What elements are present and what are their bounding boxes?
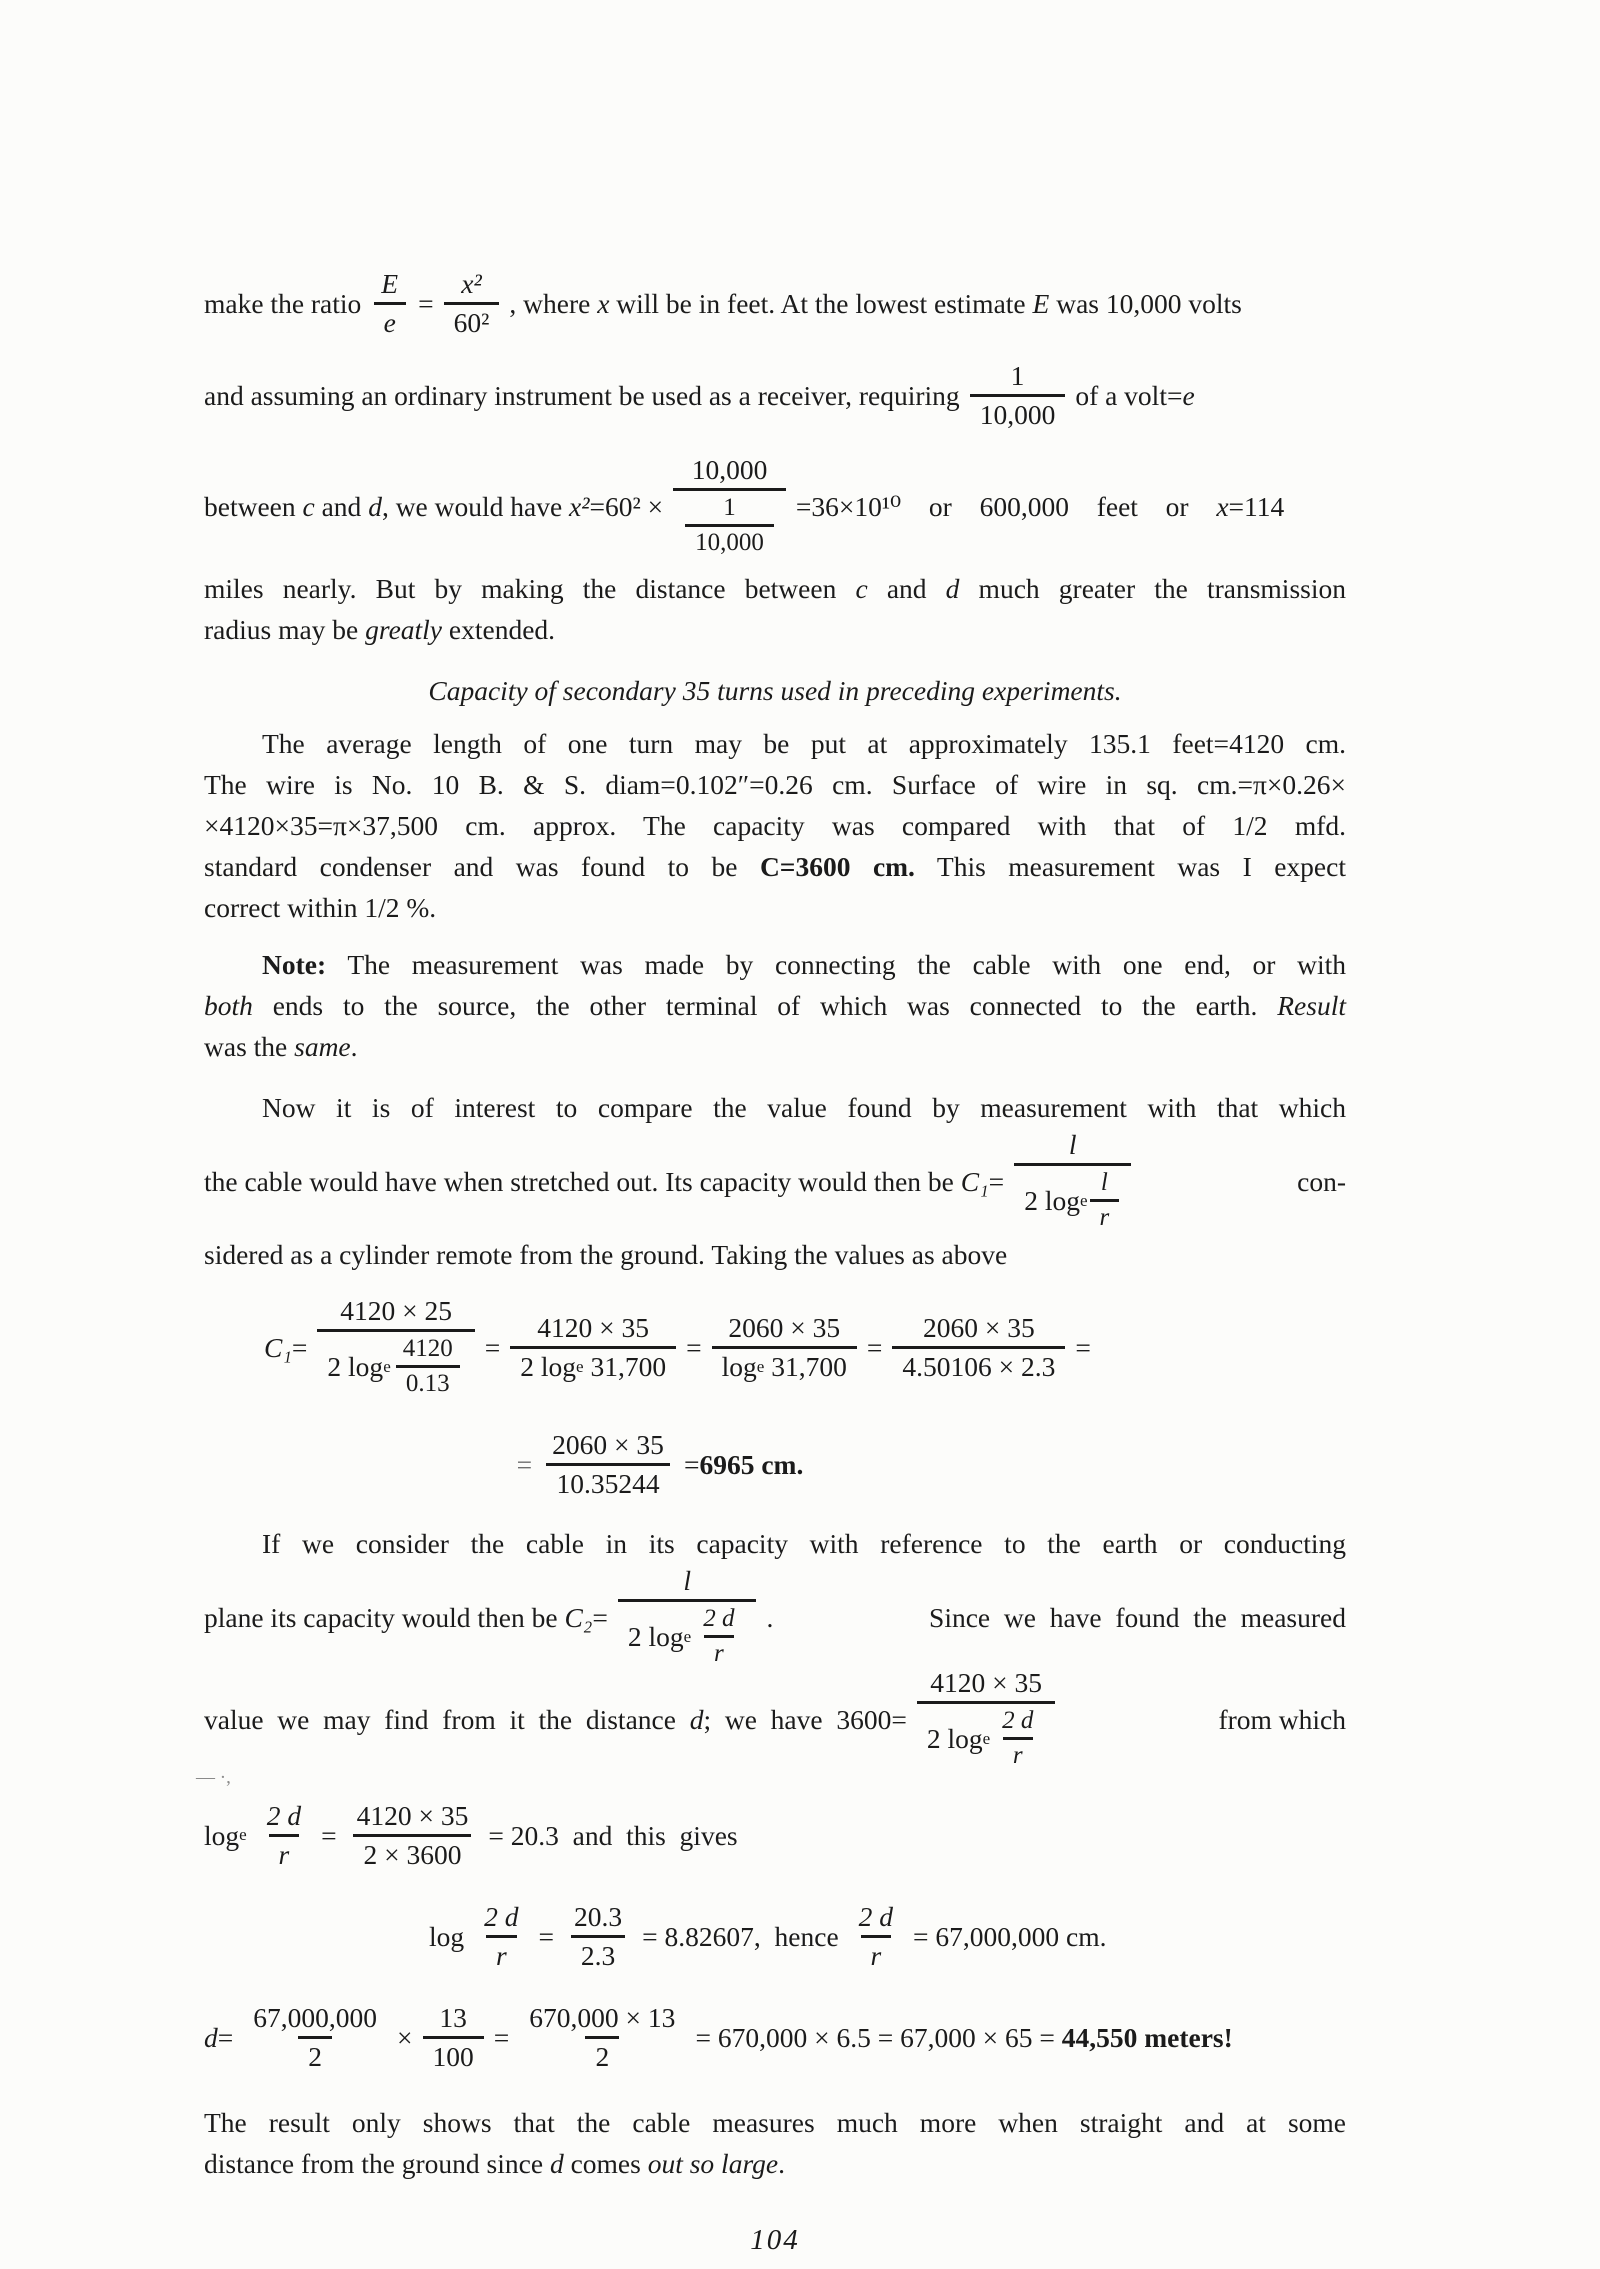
- fraction-numerator: 4120: [402, 1335, 453, 1362]
- formula-group: [204, 1666, 1065, 1772]
- text-run-italic: Result: [1277, 990, 1346, 1021]
- text-run: much greater the transmission: [959, 573, 1346, 604]
- fraction-denominator: e: [374, 302, 406, 340]
- display-equation: [204, 1421, 1116, 1507]
- text-run: miles nearly. But by making the distance between: [204, 573, 856, 604]
- paragraph-line: [204, 985, 1346, 1026]
- text-run: 2 log: [327, 1350, 384, 1382]
- result-value: 44,550 meters!: [1061, 2021, 1233, 2053]
- math-var: C₁: [960, 1165, 989, 1197]
- fraction-numerator: 1: [723, 494, 736, 521]
- fraction: [257, 1799, 311, 1872]
- text-run: plane its capacity would then be: [204, 1601, 565, 1633]
- text-run: will be in feet. At the lowest estimate: [609, 287, 1033, 319]
- fraction-numerator: 1: [1010, 359, 1025, 391]
- text-run: 2 log: [520, 1350, 577, 1382]
- section-heading: Capacity of secondary 35 turns used in preceding experiments.: [428, 675, 1122, 706]
- fraction-numerator: 2060 × 35: [922, 1311, 1035, 1343]
- paragraph-line: [204, 1026, 1346, 1067]
- text-run: 2 log: [627, 1620, 684, 1652]
- fraction-numerator: 2 d: [858, 1900, 894, 1932]
- fraction-numerator: 4120 × 35: [930, 1667, 1043, 1698]
- text-run: , where: [509, 287, 598, 319]
- text-run: of a volt=: [1075, 379, 1183, 411]
- text-run: comes: [563, 2148, 648, 2179]
- fraction-numerator: E: [381, 267, 399, 299]
- fraction-numerator: 10,000: [691, 454, 768, 485]
- display-equation: [264, 1283, 1346, 1411]
- log-base: e: [756, 1356, 765, 1376]
- fraction-denominator: 10,000: [970, 394, 1066, 432]
- paragraph-line: ×4120×35=π×37,500 cm. approx. The capacity was compared with that of 1/2 mfd.: [204, 810, 1346, 841]
- fraction: [849, 1900, 903, 1973]
- fraction-numerator: l: [1100, 1169, 1108, 1196]
- text-run: = 670,000 × 6.5 = 67,000 × 65 =: [695, 2021, 1062, 2053]
- formula-line: [204, 1128, 1346, 1234]
- fraction-numerator: 2060 × 35: [552, 1428, 664, 1460]
- text-run: con-: [1297, 1165, 1346, 1197]
- text-run: 2 log: [1024, 1184, 1080, 1216]
- math-var: C₂: [564, 1601, 593, 1633]
- fraction-denominator: 2: [298, 2036, 332, 2074]
- fraction: [685, 493, 774, 558]
- paragraph-line: correct within 1/2 %.: [204, 892, 437, 923]
- text-run: .: [778, 2148, 785, 2179]
- equals-sign: =: [217, 2021, 234, 2053]
- log-base: e: [982, 1728, 991, 1748]
- paragraph-line: If we consider the cable in its capacity with reference to the earth or conducting: [262, 1528, 1346, 1559]
- log-base: e: [1079, 1190, 1088, 1210]
- fraction-denominator: r: [1090, 1199, 1120, 1233]
- paragraph-line: The average length of one turn may be put at approximately 135.1 feet=4120 cm.: [262, 728, 1346, 759]
- paragraph-line: The wire is No. 10 B. & S. diam=0.102″=0.26 cm. Surface of wire in sq. cm.=π×0.26×: [204, 769, 1346, 800]
- math-var: d: [368, 490, 382, 522]
- paragraph-line: [204, 568, 1346, 609]
- equals-sign: =: [516, 1448, 533, 1480]
- text-run: =114: [1228, 490, 1285, 522]
- fraction-numerator: x²: [461, 267, 482, 299]
- fraction: [510, 1311, 676, 1384]
- math-var: e: [1182, 379, 1195, 411]
- fraction: [1090, 1168, 1120, 1233]
- text-run: 31,700: [583, 1350, 667, 1382]
- text-run: =36×10¹⁰ or 600,000 feet or: [795, 490, 1217, 522]
- text-run: make the ratio: [204, 287, 362, 319]
- text-run: , we would have: [381, 490, 570, 522]
- fraction: [317, 1294, 474, 1400]
- math-var: x: [1216, 490, 1229, 522]
- fraction-numerator: 2 d: [266, 1799, 302, 1831]
- fraction-denominator: 0.13: [396, 1365, 460, 1399]
- log-base: e: [576, 1356, 584, 1376]
- text-run: .: [350, 1031, 358, 1062]
- text-run: =60² ×: [589, 490, 664, 522]
- text-run: = 8.82607, hence: [642, 1920, 839, 1952]
- fraction-numerator: 4120 × 35: [537, 1311, 650, 1343]
- formula-line: [204, 1564, 1346, 1670]
- fraction-numerator: 2 d: [703, 1605, 735, 1632]
- fraction: [519, 2001, 685, 2074]
- text-run: radius may be: [204, 614, 366, 645]
- text-run: .: [766, 1601, 774, 1633]
- fraction: [564, 1900, 632, 1973]
- fraction-denominator: r: [704, 1635, 734, 1669]
- fraction: [243, 2001, 387, 2074]
- fraction-denominator: 2.3: [571, 1935, 625, 1973]
- fraction-denominator: 10.35244: [546, 1463, 669, 1501]
- fraction-denominator: 60²: [444, 302, 500, 340]
- text-run-bold: C=3600 cm.: [759, 851, 915, 882]
- text-run: distance from the ground since: [204, 2148, 550, 2179]
- text-run: value we may find from it the distance: [204, 1703, 690, 1735]
- math-var: d: [549, 2148, 564, 2179]
- fraction: [542, 1428, 674, 1501]
- fraction-denominator: [1014, 1163, 1131, 1234]
- math-var: d: [689, 1703, 704, 1735]
- fraction-numerator: l: [1068, 1129, 1077, 1160]
- fraction: [673, 453, 786, 559]
- text-run-italic: both: [204, 990, 253, 1021]
- fraction-denominator: r: [1003, 1737, 1033, 1771]
- paragraph-line: [204, 944, 1346, 985]
- fraction-denominator: 4.50106 × 2.3: [892, 1346, 1065, 1384]
- equals-sign: =: [493, 2021, 510, 2053]
- fraction: [474, 1900, 528, 1973]
- fraction-numerator: 2 d: [1002, 1707, 1034, 1734]
- formula-line: [204, 1667, 1346, 1769]
- text-run: was 10,000 volts: [1049, 287, 1242, 319]
- math-var: c: [302, 490, 315, 522]
- times-sign: ×: [397, 2021, 413, 2053]
- equals-sign: =: [683, 1448, 700, 1480]
- result-value: 6965 cm.: [699, 1448, 804, 1480]
- fraction-numerator: 4120 × 25: [340, 1295, 452, 1326]
- fraction-denominator: [317, 1329, 474, 1400]
- text-run: = 20.3 and this gives: [488, 1819, 738, 1851]
- log-base: e: [383, 1356, 391, 1376]
- fraction-denominator: r: [486, 1935, 517, 1973]
- equals-sign: =: [291, 1331, 308, 1363]
- fraction-denominator: [673, 488, 786, 559]
- display-equation: [429, 1890, 1346, 1982]
- formula-line: [204, 352, 1346, 438]
- fraction-denominator: r: [269, 1834, 300, 1872]
- fraction: [712, 1311, 857, 1384]
- equals-sign: =: [484, 1331, 501, 1363]
- equals-sign: =: [538, 1920, 555, 1952]
- text-run: 31,700: [764, 1350, 847, 1382]
- log-base: e: [239, 1825, 247, 1845]
- math-var: d: [204, 2021, 218, 2053]
- fraction: [693, 1604, 744, 1669]
- fraction-numerator: 20.3: [574, 1900, 623, 1932]
- text-run: log: [429, 1920, 465, 1952]
- paragraph-line: sidered as a cylinder remote from the ground. Taking the values as above: [204, 1239, 1008, 1270]
- fraction: [892, 1311, 1065, 1384]
- fraction-denominator: [618, 1599, 757, 1670]
- fraction-denominator: 2: [585, 2036, 619, 2074]
- text-run: the cable would have when stretched out. Its capacity would then be: [204, 1165, 961, 1197]
- page-number: 104: [750, 2224, 800, 2256]
- math-var: d: [945, 573, 960, 604]
- text-run: 2 log: [926, 1722, 983, 1754]
- text-run: log: [204, 1819, 240, 1851]
- paragraph-line: The result only shows that the cable measures much more when straight and at some: [204, 2107, 1346, 2138]
- fraction-numerator: 2060 × 35: [728, 1311, 841, 1343]
- text-run: Since we have found the measured: [929, 1601, 1346, 1633]
- equals-sign: =: [592, 1601, 608, 1633]
- math-var: C₁: [264, 1331, 292, 1363]
- equals-sign: =: [866, 1331, 883, 1363]
- math-var: E: [1032, 287, 1050, 319]
- display-equation: [204, 1992, 1346, 2082]
- fraction-denominator: r: [861, 1935, 892, 1973]
- fraction-denominator: [712, 1346, 857, 1384]
- fraction-numerator: 13: [439, 2001, 467, 2033]
- equals-sign: =: [988, 1165, 1005, 1197]
- fraction: [347, 1799, 479, 1872]
- fraction: [423, 2001, 484, 2074]
- text-run: ends to the source, the other terminal of which was connected to the earth.: [252, 990, 1278, 1021]
- fraction-denominator: 100: [423, 2036, 484, 2074]
- text-run: ; we have 3600=: [703, 1703, 907, 1735]
- paragraph-line: [204, 846, 1346, 887]
- equals-sign: =: [321, 1819, 337, 1851]
- text-run: between: [204, 490, 303, 522]
- ink-smudge: — ·,: [196, 1767, 231, 1788]
- paragraph-line: [204, 2143, 1346, 2184]
- text-run-italic: greatly: [365, 614, 443, 645]
- text-run: standard condenser and was found to be: [204, 851, 760, 882]
- fraction-numerator: l: [683, 1565, 691, 1596]
- paragraph-line: Now it is of interest to compare the value found by measurement with that which: [262, 1092, 1346, 1123]
- text-run: The measurement was made by connecting the cable with one end, or with: [326, 949, 1346, 980]
- formula-group: [204, 1128, 1141, 1234]
- formula-group: [204, 1564, 773, 1670]
- text-run: = 67,000,000 cm.: [913, 1920, 1107, 1952]
- fraction-numerator: 67,000,000: [253, 2001, 378, 2033]
- equals-sign: =: [686, 1331, 702, 1363]
- fraction: [917, 1666, 1056, 1772]
- equals-sign: =: [1075, 1331, 1091, 1363]
- text-run: This measurement was I expect: [914, 851, 1346, 882]
- text-run: from which: [1218, 1703, 1346, 1735]
- text-run-italic: same: [294, 1031, 351, 1062]
- text-run: and assuming an ordinary instrument be used as a receiver, requiring: [204, 379, 960, 411]
- display-equation: [204, 1788, 1346, 1882]
- fraction: [970, 359, 1066, 432]
- math-var: x²: [569, 490, 590, 522]
- text-run: was the: [204, 1031, 295, 1062]
- log-base: e: [683, 1626, 692, 1646]
- text-run: and: [314, 490, 369, 522]
- formula-line: [204, 444, 1346, 568]
- fraction-denominator: 10,000: [685, 524, 774, 558]
- fraction: [393, 1334, 463, 1399]
- fraction: [444, 267, 500, 340]
- fraction-numerator: 4120 × 35: [356, 1799, 469, 1831]
- fraction-numerator: 670,000 × 13: [529, 2001, 676, 2033]
- text-run: log: [721, 1350, 757, 1382]
- math-var: c: [855, 573, 868, 604]
- math-var: x: [597, 287, 610, 319]
- text-run-italic: out so large: [647, 2148, 779, 2179]
- fraction-denominator: [917, 1701, 1056, 1772]
- equals-sign: =: [418, 287, 434, 319]
- text-run-bold: Note:: [262, 949, 327, 980]
- formula-line: [204, 260, 1346, 346]
- fraction: [992, 1706, 1043, 1771]
- fraction: [618, 1564, 757, 1670]
- fraction-numerator: 2 d: [484, 1900, 519, 1932]
- fraction-denominator: 2 × 3600: [353, 1834, 471, 1872]
- paragraph-line: [204, 609, 1346, 650]
- text-run: extended.: [442, 614, 556, 645]
- text-run: and: [867, 573, 946, 604]
- fraction: [371, 267, 408, 340]
- fraction: [1014, 1128, 1131, 1234]
- scanned-page: [196, 0, 1346, 2261]
- fraction-denominator: [510, 1346, 676, 1384]
